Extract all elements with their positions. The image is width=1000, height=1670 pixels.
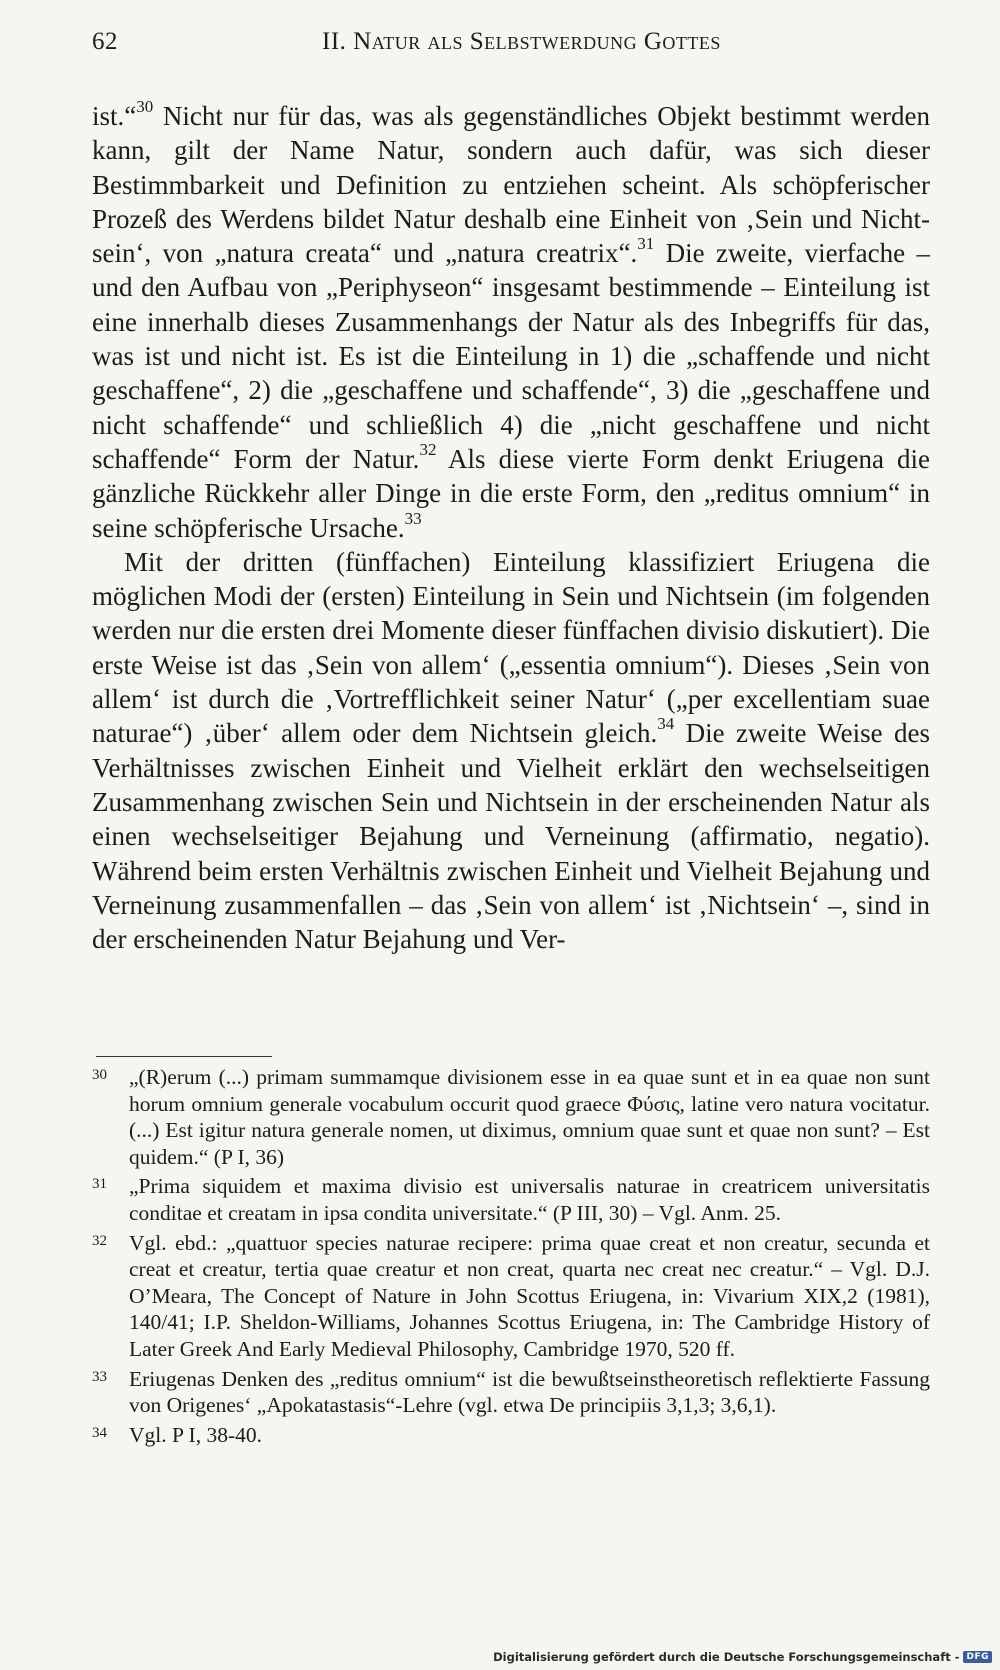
- footnote-number: 33: [92, 1368, 107, 1385]
- footnote: [92, 1173, 930, 1226]
- footnote-ref-33: 33: [404, 508, 422, 528]
- footnote-text: Vgl. P I, 38-40.: [129, 1422, 262, 1447]
- footnote-ref-34: 34: [657, 714, 675, 734]
- page-number: 62: [92, 28, 118, 55]
- dfg-logo-icon: DFG: [963, 1651, 992, 1663]
- paragraph-1: [92, 99, 930, 545]
- footnote-number: 32: [92, 1232, 107, 1249]
- running-head: II. Natur als Selbstwerdung Gottes: [322, 28, 721, 55]
- footnote-number: 31: [92, 1176, 107, 1193]
- footnote-text: „Prima siquidem et maxima divisio est universalis naturae in creatricem universitatis conditae et creatam in ipsa condita universitate.“ (P III, 30) – Vgl. Anm. 25.: [129, 1174, 930, 1225]
- footnote: [92, 1422, 930, 1449]
- footnote: [92, 1064, 930, 1170]
- credit-text: Digitalisierung gefördert durch die Deutsche Forschungsgemeinschaft -: [493, 1650, 960, 1664]
- footnote-text: „(R)erum (...) primam summamque divisionem esse in ea quae sunt et in ea quae non sunt horum omnium generale vocabulum occurit quod graece Φύσις, latine vero natura vocitatur. (...) Est igitur natura generale nomen, ut diximus, omnium quae sunt et quae non sunt? – Est quidem.“ (P I, 36): [129, 1065, 930, 1169]
- footnote-ref-31: 31: [637, 234, 655, 254]
- footnote-ref-32: 32: [419, 439, 437, 459]
- main-text: [92, 99, 930, 956]
- text-run: ist.“: [92, 101, 137, 131]
- page-header: [92, 28, 932, 62]
- footnote: [92, 1366, 930, 1419]
- text-run: Als diese vierte Form denkt Eriugena die gänzliche Rückkehr aller Dinge in die erste Form, den „reditus omnium“ in seine schöpferische Ursache.: [92, 443, 931, 543]
- footnote-text: Eriugenas Denken des „reditus omnium“ ist die bewußtseinstheoretisch reflektierte Fassung von Origenes‘ „Apokatastasis“-Lehre (vgl. etwa De principiis 3,1,3; 3,6,1).: [129, 1366, 930, 1418]
- footnote: [92, 1230, 930, 1363]
- text-run: Die zweite Weise des Verhältnisses zwischen Einheit und Vielheit erklärt den wechselseitigen Zusammenhang zwischen Sein und Nichtsein in der erscheinenden Natur als einen wechselseitiger Bejahung und Verneinung (affirmatio, negatio). Während beim ersten Verhältnis zwischen Einheit und Vielheit Bejahung und Verneinung zusammenfallen – das ‚Sein von allem‘ ist ‚Nichtsein‘ –, sind in der erscheinenden Natur Bejahung und Ver-: [92, 718, 930, 955]
- footnote-number: 34: [92, 1424, 107, 1441]
- text-run: Mit der dritten (fünffachen) Einteilung klassifiziert Eriugena die möglichen Modi der (ersten) Einteilung in Sein und Nichtsein (im folgenden werden nur die ersten drei Momente dieser fünffachen divisio diskutiert). Die erste Weise ist das ‚Sein von allem‘ („essentia omnium“). Dieses ‚Sein von allem‘ ist durch die ‚Vortrefflichkeit seiner Natur‘ („per excellentiam suae naturae“) ‚über‘ allem oder dem Nichtsein gleich.: [92, 546, 930, 749]
- footnote-number: 30: [92, 1067, 107, 1083]
- paragraph-2: [92, 545, 930, 957]
- footnote-separator: [96, 1056, 272, 1057]
- footnotes: [92, 1064, 930, 1451]
- footnote-ref-30: 30: [136, 97, 154, 116]
- footnote-text: Vgl. ebd.: „quattuor species naturae recipere: prima quae creat et non creatur, secunda et creat et creatur, tertia quae creatur et non creat, quarta nec creat nec creatur.“ – Vgl. D.J. O’Meara, The Concept of Nature in John Scottus Eriugena, in: Vivarium XIX,2 (1981), 140/41; I.P. Sheldon-Williams, Johannes Scottus Eriugena, in: The Cambridge History of Later Greek And Early Medieval Philosophy, Cambridge 1970, 520 ff.: [129, 1230, 930, 1361]
- digitization-credit: [493, 1650, 992, 1664]
- text-run: Nicht nur für das, was als gegenständliches Objekt bestimmt werden kann, gilt der Name Natur, sondern auch dafür, was sich dieser Bestimmbarkeit und Definition zu entziehen scheint. Als schöpferischer Prozeß des Werdens bildet Natur deshalb eine Einheit von ‚Sein und Nicht-sein‘, von „natura creata“ und „natura creatrix“.: [92, 101, 930, 269]
- text-run: Die zweite, vierfache – und den Aufbau von „Periphyseon“ insgesamt bestimmende – Einteilung ist eine innerhalb dieses Zusammenhangs der Natur als des Inbegriffs für das, was ist und nicht ist. Es ist die Einteilung in 1) die „schaffende und nicht geschaffene“, 2) die „geschaffene und schaffende“, 3) die „geschaffene und nicht schaffende“ und schließlich 4) die „nicht geschaffene und nicht schaffende“ Form der Natur.: [92, 238, 930, 474]
